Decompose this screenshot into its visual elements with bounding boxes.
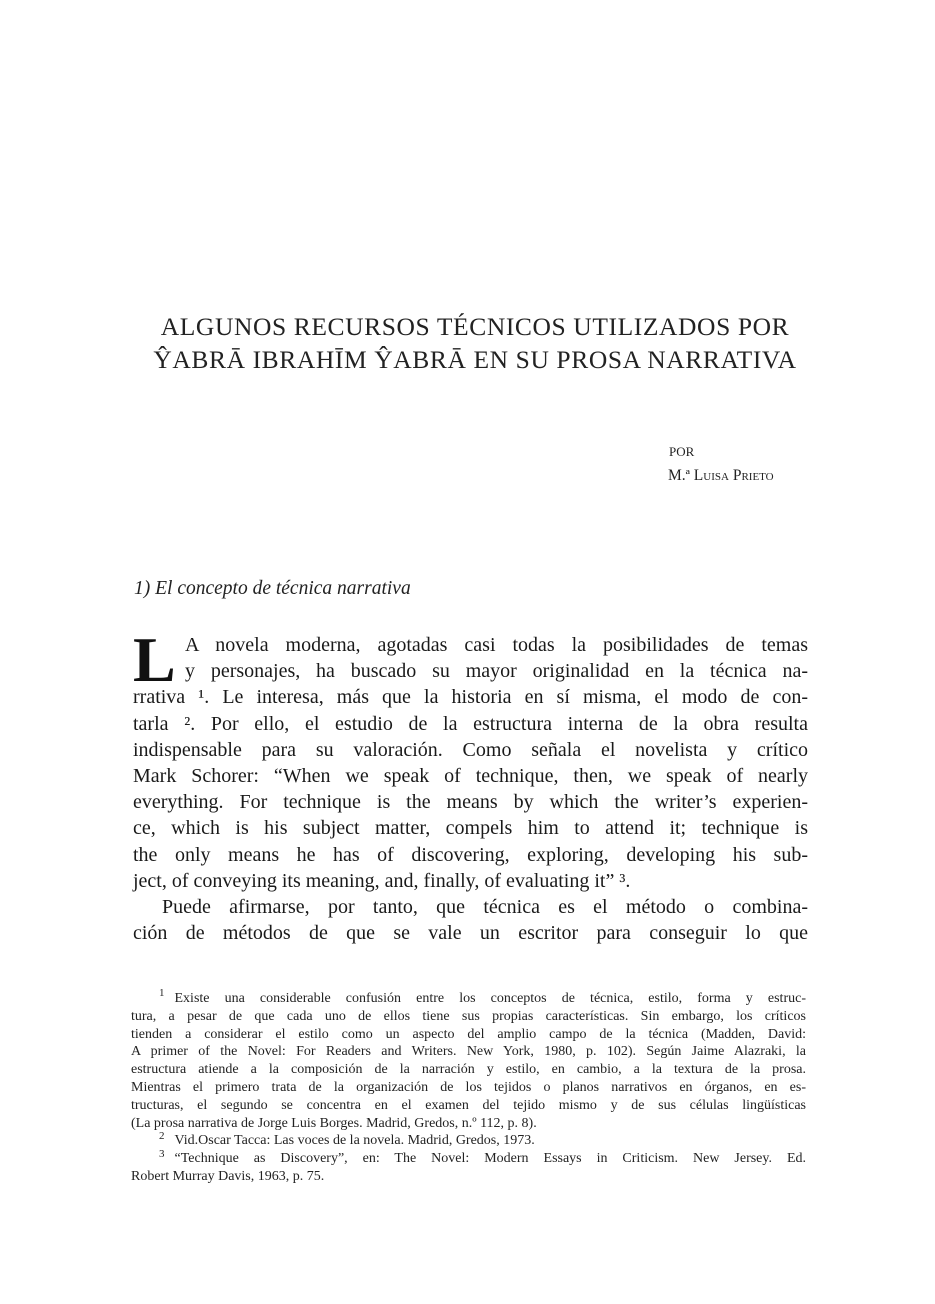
body-line: Puede afirmarse, por tanto, que técnica es el método o combina- xyxy=(162,895,808,918)
footnote-3-line: $^3$ “Technique as Discovery”, en: The Novel: Modern Essays in Criticism. New Jersey. Ed. xyxy=(159,1147,806,1167)
footnote-2: $^2$ Vid.Oscar Tacca: Las voces de la novela. Madrid, Gredos, 1973. xyxy=(159,1129,535,1149)
footnote-1-line: estructura atiende a la composición de la narración y estilo, en cambio, a la textura de la prosa. xyxy=(131,1062,806,1078)
article-title xyxy=(110,310,840,376)
author-name: M.ª Luisa Prieto xyxy=(668,467,774,484)
title-line-2: ŶABRĀ IBRAHĪM ŶABRĀ EN SU PROSA NARRATIVA xyxy=(153,345,797,374)
footnote-2-number: 2 xyxy=(159,1129,165,1142)
body-line: ción de métodos de que se vale un escritor para conseguir lo que xyxy=(133,922,808,945)
footnote-1-line: tienden a considerar el estilo como un aspecto del amplio campo de la técnica (Madden, David: xyxy=(131,1026,806,1042)
body-line: ce, which is his subject matter, compels him to attend it; technique is xyxy=(133,817,808,840)
byline-por: POR xyxy=(669,444,695,459)
title-line-1: ALGUNOS RECURSOS TÉCNICOS UTILIZADOS POR xyxy=(160,312,790,341)
body-line: ject, of conveying its meaning, and, finally, of evaluating it” ³. xyxy=(133,869,631,892)
drop-cap: L xyxy=(133,624,176,695)
section-heading: 1) El concepto de técnica narrativa xyxy=(134,578,411,599)
footnote-3-line: Robert Murray Davis, 1963, p. 75. xyxy=(131,1168,325,1184)
footnote-1-line: tura, a pesar de que cada uno de ellos tiene sus propias características. Sin embargo, los críticos xyxy=(131,1008,806,1024)
footnote-1-line: Mientras el primero trata de la organización de los tejidos o planos narrativos en órganos, en es- xyxy=(131,1079,806,1095)
footnote-1-number: 1 xyxy=(159,987,165,1000)
body-line: A novela moderna, agotadas casi todas la posibilidades de temas xyxy=(185,634,808,656)
body-line: indispensable para su valoración. Como señala el novelista y crítico xyxy=(133,738,808,761)
body-line: y personajes, ha buscado su mayor originalidad en la técnica na- xyxy=(185,660,808,683)
footnote-1-line: tructuras, el segundo se concentra en el examen del tejido mismo y de sus células lingüísticas xyxy=(131,1097,806,1113)
byline xyxy=(560,440,818,488)
footnote-1-line: (La prosa narrativa de Jorge Luis Borges. Madrid, Gredos, n.º 112, p. 8). xyxy=(131,1115,537,1131)
body-line: everything. For technique is the means by which the writer’s experien- xyxy=(133,791,808,814)
body-line: Mark Schorer: “When we speak of technique, then, we speak of nearly xyxy=(133,764,808,787)
footnote-1-line: A primer of the Novel: For Readers and Writers. New York, 1980, p. 102). Según Jaime Alazraki, la xyxy=(131,1044,806,1060)
footnotes xyxy=(131,987,806,1186)
footnote-3-number: 3 xyxy=(159,1147,165,1160)
body-paragraphs xyxy=(133,624,808,946)
body-line: the only means he has of discovering, exploring, developing his sub- xyxy=(133,843,808,866)
footnote-1-line: $^1$ Existe una considerable confusión entre los conceptos de técnica, estilo, forma y estruc- xyxy=(159,987,806,1006)
body-line: rrativa ¹. Le interesa, más que la historia en sí misma, el modo de con- xyxy=(133,686,808,709)
body-line: tarla ². Por ello, el estudio de la estructura interna de la obra resulta xyxy=(133,712,808,735)
